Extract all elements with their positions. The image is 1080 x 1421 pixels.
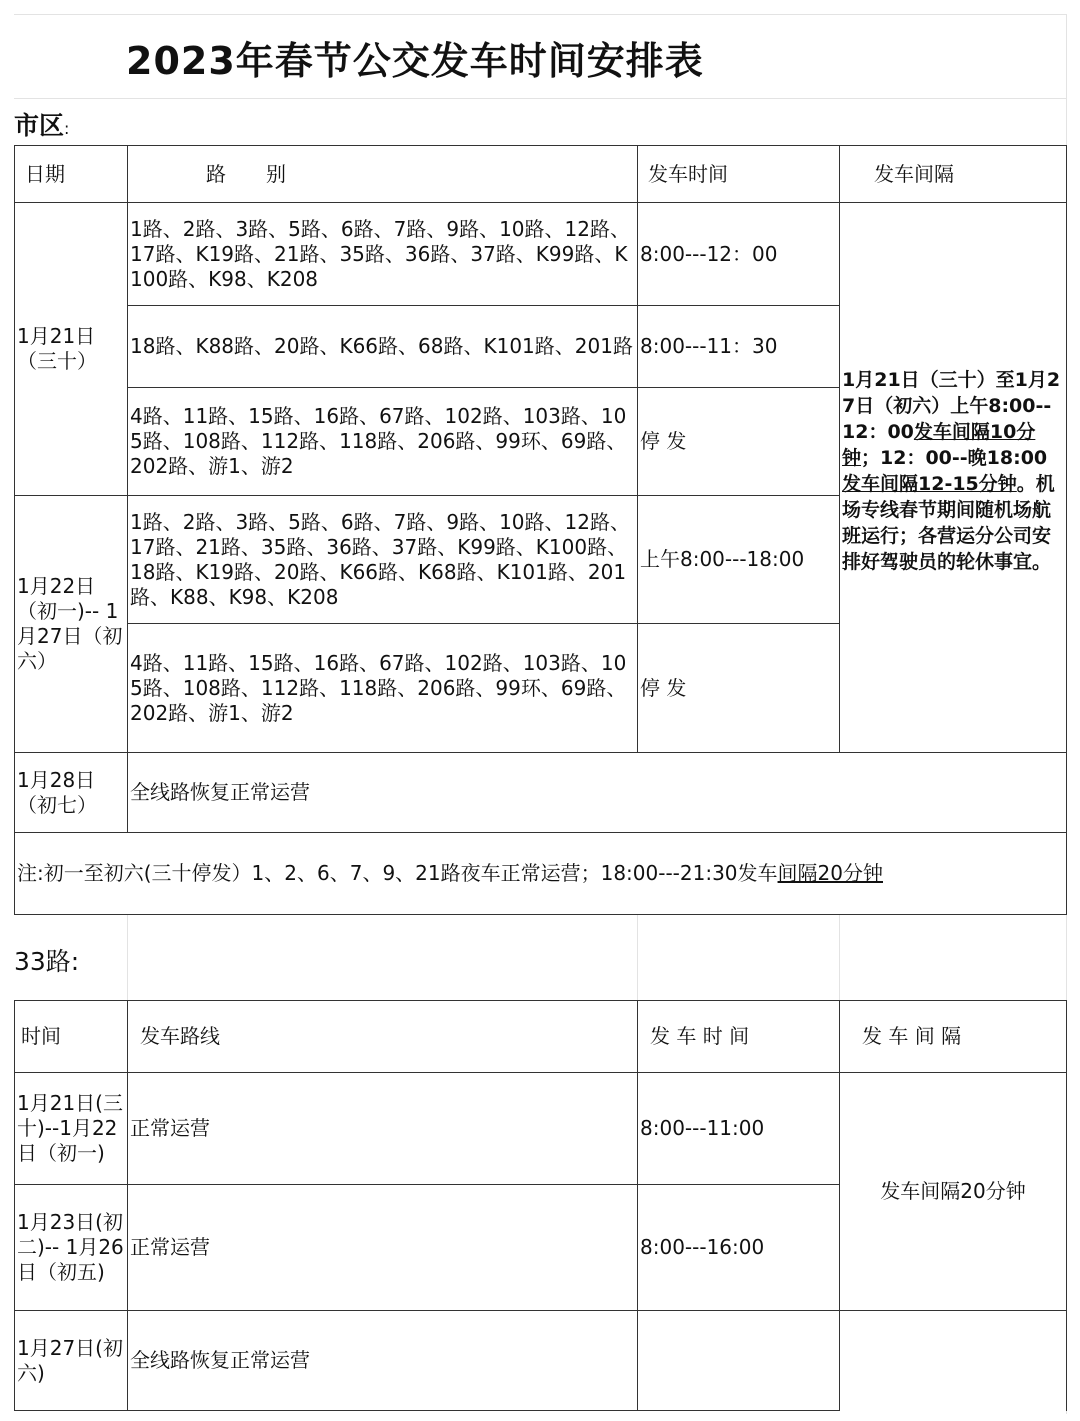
time-cell: 8:00---16:00 <box>638 1185 840 1311</box>
header-route: 路 别 <box>128 146 638 203</box>
header-route: 发车路线 <box>128 1001 638 1073</box>
route33-schedule-table <box>14 1000 1067 1411</box>
header-time: 发车时间 <box>638 146 840 203</box>
urban-header-row <box>15 146 1067 203</box>
route-cell: 4路、11路、15路、16路、67路、102路、103路、105路、108路、112路、118路、206路、99环、69路、202路、游1、游2 <box>128 624 638 753</box>
route-cell: 正常运营 <box>128 1073 638 1185</box>
route-cell: 4路、11路、15路、16路、67路、102路、103路、105路、108路、112路、118路、206路、99环、69路、202路、游1、游2 <box>128 388 638 496</box>
table-row <box>15 753 1067 833</box>
interval-cell: 发车间隔20分钟 <box>840 1073 1067 1311</box>
time-cell: 上午8:00---18:00 <box>638 496 840 624</box>
interval-note-underlined: 发车间隔12-15分钟 <box>842 473 1017 495</box>
empty-cell <box>840 1311 1067 1411</box>
interval-note-text: 。机场专线春节期间随机场航班运行；各营运分公司安排好驾驶员的轮休事宜。 <box>842 473 1055 573</box>
date-cell: 1月23日(初二)-- 1月26日（初五) <box>15 1185 128 1311</box>
footnote-row <box>15 833 1067 915</box>
header-date: 日期 <box>15 146 128 203</box>
urban-schedule-table <box>14 145 1067 915</box>
date-cell: 1月27日(初六) <box>15 1311 128 1411</box>
interval-note-text: ；12：00--晚18:00 <box>861 447 1048 469</box>
route-cell: 1路、2路、3路、5路、6路、7路、9路、10路、12路、17路、21路、35路、36路、37路、K99路、K100路、18路、K19路、20路、K66路、K68路、K101路、201路、K88、K98、K208 <box>128 496 638 624</box>
urban-section-suffix: : <box>64 119 70 138</box>
date-cell: 1月21日(三十)--1月22日（初一) <box>15 1073 128 1185</box>
route33-header-row <box>15 1001 1067 1073</box>
date-cell: 1月22日（初一)-- 1月27日（初六） <box>15 496 128 753</box>
route33-section-title: 33路: <box>14 947 80 976</box>
interval-note-text: 1月21日（三十）至1月27日（初六）上午8:00--12：00 <box>842 369 1061 443</box>
header-interval: 发车间隔 <box>840 146 1067 203</box>
route-cell: 18路、K88路、20路、K66路、68路、K101路、201路 <box>128 306 638 388</box>
table-row <box>15 203 1067 306</box>
time-cell <box>638 1311 840 1411</box>
interval-note-underlined: 发车间隔10分钟 <box>842 421 1036 469</box>
time-cell: 停 发 <box>638 624 840 753</box>
date-cell: 1月28日（初七） <box>15 753 128 833</box>
table-row <box>15 1311 1067 1411</box>
urban-section-title <box>14 106 69 142</box>
footnote-cell <box>15 833 1067 915</box>
time-cell: 8:00---12：00 <box>638 203 840 306</box>
route-cell: 全线路恢复正常运营 <box>128 1311 638 1411</box>
page-title: 2023年春节公交发车时间安排表 <box>126 39 704 83</box>
footnote-underlined: 间隔20分钟 <box>777 861 883 885</box>
header-interval: 发 车 间 隔 <box>840 1001 1067 1073</box>
date-cell: 1月21日（三十） <box>15 203 128 496</box>
time-cell: 停 发 <box>638 388 840 496</box>
header-time: 时间 <box>15 1001 128 1073</box>
normal-operation-cell: 全线路恢复正常运营 <box>128 753 1067 833</box>
interval-note-cell <box>840 203 1067 753</box>
footnote-text: 注:初一至初六(三十停发）1、2、6、7、9、21路夜车正常运营；18:00---21:30发车 <box>17 861 778 885</box>
header-depart-time: 发 车 时 间 <box>638 1001 840 1073</box>
urban-section-label: 市区 <box>14 111 65 140</box>
route-cell: 正常运营 <box>128 1185 638 1311</box>
route-cell: 1路、2路、3路、5路、6路、7路、9路、10路、12路、17路、K19路、21路、35路、36路、37路、K99路、K100路、K98、K208 <box>128 203 638 306</box>
time-cell: 8:00---11:00 <box>638 1073 840 1185</box>
time-cell: 8:00---11：30 <box>638 306 840 388</box>
table-row <box>15 1073 1067 1185</box>
